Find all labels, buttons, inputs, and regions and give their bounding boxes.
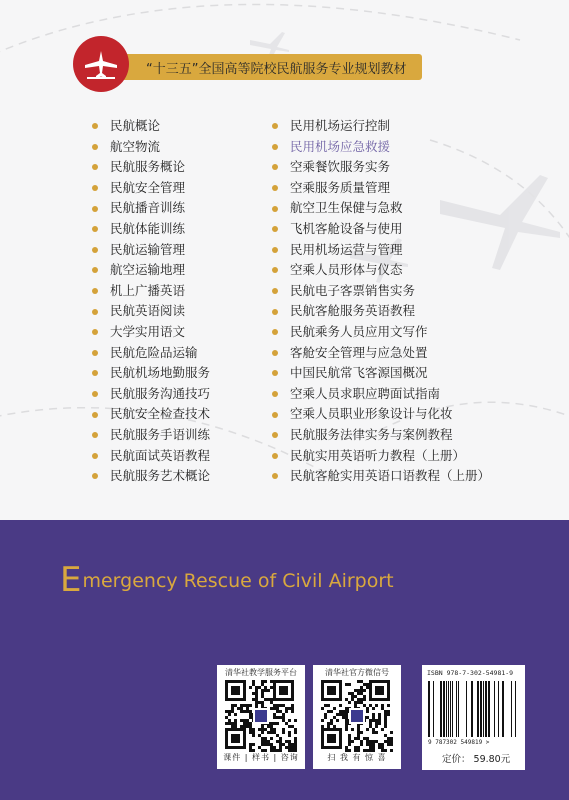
book-list-item [92,116,210,137]
book-title: 民用机场应急救援 [290,138,391,154]
book-list-item [92,446,210,467]
book-title: 空乘服务质量管理 [290,179,391,195]
book-title: 航空卫生保健与急救 [290,200,403,216]
book-list-item [272,281,490,302]
book-list-right [272,116,490,487]
bullet-dot-icon [92,164,98,170]
bullet-dot-icon [272,288,278,294]
book-title: 民航危险品运输 [110,344,198,360]
bullet-dot-icon [92,432,98,438]
bullet-dot-icon [272,412,278,418]
book-list-item [92,384,210,405]
qr-code-icon [321,680,393,752]
bullet-dot-icon [272,247,278,253]
book-list-item [92,466,210,487]
bullet-dot-icon [272,329,278,335]
book-list-item [92,301,210,322]
book-title: 民航服务沟通技巧 [110,385,211,401]
book-list-item [272,198,490,219]
bullet-dot-icon [92,123,98,129]
bullet-dot-icon [272,267,278,273]
book-title: 民用机场运行控制 [290,118,391,133]
book-list-item [92,404,210,425]
book-title: 空乘餐饮服务实务 [290,159,391,175]
book-list-item [272,219,490,240]
book-title: 空乘人员形体与仪态 [290,262,403,278]
bullet-dot-icon [272,123,278,129]
book-list-item [92,198,210,219]
qr-caption-bottom: 课件 | 样书 | 咨询 [223,753,299,762]
bullet-dot-icon [92,350,98,356]
bullet-dot-icon [92,453,98,459]
book-title: 民航概论 [110,118,161,133]
book-list-item [272,116,490,137]
book-title: 中国民航常飞客源国概况 [290,365,428,381]
english-title-initial: E [60,560,82,600]
book-title: 大学实用语文 [110,323,186,339]
book-title: 客舱安全管理与应急处置 [290,344,428,360]
series-title: “十三五”全国高等院校民航服务专业规划教材 [146,61,407,77]
qr-code-icon [225,680,297,752]
book-list-item [272,384,490,405]
qr-caption-top: 清华社教学服务平台 [225,668,297,677]
book-list-item [92,425,210,446]
qr-caption-top: 清华社官方微信号 [325,668,389,677]
bullet-dot-icon [92,370,98,376]
book-list-item [272,157,490,178]
bullet-dot-icon [272,432,278,438]
book-list-item [272,446,490,467]
bullet-dot-icon [272,226,278,232]
book-title: 民航服务法律实务与案例教程 [290,426,453,442]
bullet-dot-icon [92,329,98,335]
bullet-dot-icon [272,206,278,212]
bullet-dot-icon [92,412,98,418]
book-title: 民航面试英语教程 [110,447,211,463]
book-list-left [92,116,210,487]
book-title: 民航服务手语训练 [110,426,211,442]
book-list-item [272,466,490,487]
price-label: 定价： 59.80元 [442,754,511,765]
book-title: 飞机客舱设备与使用 [290,220,403,236]
book-list-item [92,281,210,302]
qr-block-wechat [313,665,401,769]
book-title: 民航体能训练 [110,220,186,236]
book-list-item [272,404,490,425]
bullet-dot-icon [92,267,98,273]
book-list-item [92,178,210,199]
bullet-dot-icon [272,370,278,376]
book-title: 民用机场运营与管理 [290,241,403,257]
bullet-dot-icon [92,206,98,212]
book-title: 民航电子客票销售实务 [290,282,416,298]
book-list-item [272,322,490,343]
book-list-item [272,137,490,158]
book-title: 空乘人员职业形象设计与化妆 [290,406,453,422]
english-title-rest: mergency Rescue of Civil Airport [82,570,394,592]
bullet-dot-icon [92,144,98,150]
english-title [60,560,394,600]
bullet-dot-icon [92,185,98,191]
book-list-item [92,157,210,178]
book-title: 民航客舱服务英语教程 [290,303,416,319]
bullet-dot-icon [272,144,278,150]
book-title: 民航播音训练 [110,200,186,216]
isbn-barcode-block [422,665,525,770]
bullet-dot-icon [272,473,278,479]
isbn-text: ISBN 978-7-302-54981-9 [427,669,514,677]
airplane-logo-icon [73,36,129,92]
book-list-item [272,240,490,261]
series-banner [100,54,422,80]
bullet-dot-icon [272,164,278,170]
book-title: 民航运输管理 [110,241,186,257]
barcode-number: 9 787302 549819 > [428,739,490,746]
book-list-item [272,363,490,384]
book-title: 民航安全检查技术 [110,406,211,422]
book-list-item [92,322,210,343]
qr-caption-bottom: 扫 我 有 惊 喜 [327,753,387,762]
bullet-dot-icon [92,288,98,294]
book-list-item [92,219,210,240]
book-title: 民航机场地勤服务 [110,365,211,381]
book-list-item [272,425,490,446]
book-title: 机上广播英语 [110,282,186,298]
book-list-item [92,260,210,281]
barcode-icon [428,681,520,739]
bullet-dot-icon [92,226,98,232]
book-title: 民航英语阅读 [110,303,186,319]
book-title: 民航服务艺术概论 [110,468,211,484]
book-list-item [272,343,490,364]
book-list-item [272,178,490,199]
book-title: 民航实用英语听力教程（上册） [290,447,466,463]
book-list-item [92,240,210,261]
book-title: 空乘人员求职应聘面试指南 [290,385,441,401]
qr-block-teaching [217,665,305,769]
bullet-dot-icon [272,350,278,356]
book-list-item [272,260,490,281]
bullet-dot-icon [272,185,278,191]
bullet-dot-icon [272,309,278,315]
book-title: 民航乘务人员应用文写作 [290,323,428,339]
bullet-dot-icon [92,473,98,479]
book-list-item [92,343,210,364]
bullet-dot-icon [92,247,98,253]
bullet-dot-icon [272,391,278,397]
bullet-dot-icon [272,453,278,459]
book-title: 民航服务概论 [110,159,186,175]
book-list-item [272,301,490,322]
book-title: 航空运输地理 [110,262,186,278]
book-title: 航空物流 [110,138,161,154]
book-title: 民航客舱实用英语口语教程（上册） [290,468,491,484]
book-list-item [92,363,210,384]
book-title: 民航安全管理 [110,179,186,195]
bullet-dot-icon [92,309,98,315]
bullet-dot-icon [92,391,98,397]
book-list-item [92,137,210,158]
